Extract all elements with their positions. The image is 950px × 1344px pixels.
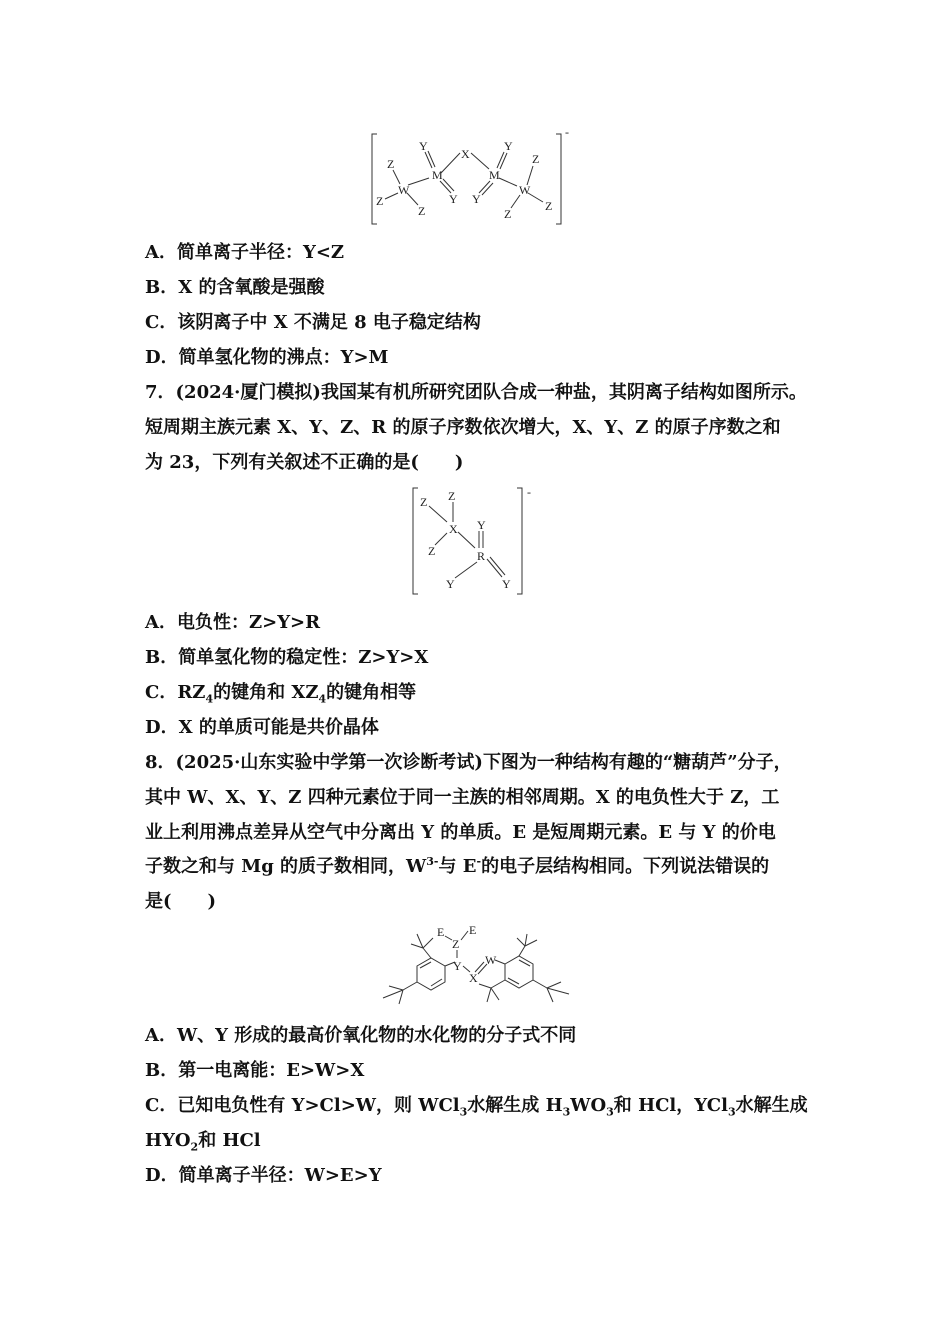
q6-option-d: D．简单氢化物的沸点：Y>M bbox=[145, 347, 389, 368]
atom-label: Z bbox=[504, 207, 512, 221]
atom-label: E bbox=[469, 923, 477, 937]
q7-option-d: D．X 的单质可能是共价晶体 bbox=[145, 717, 379, 738]
q8-stem-line-5: 是( ) bbox=[145, 891, 217, 912]
atom-label: R bbox=[477, 549, 486, 563]
right-bracket bbox=[556, 134, 561, 224]
atom-label: Z bbox=[376, 194, 384, 208]
q6-option-c: C．该阴离子中 X 不满足 8 电子稳定结构 bbox=[145, 312, 481, 333]
q8-option-b: B．第一电离能：E>W>X bbox=[145, 1060, 365, 1081]
q6-option-a: A．简单离子半径：Y<Z bbox=[145, 242, 345, 263]
atom-label: E bbox=[437, 925, 445, 939]
atom-label: Z bbox=[545, 199, 553, 213]
q8-stem-line-1: 8．(2025·山东实验中学第一次诊断考试)下图为一种结构有趣的“糖葫芦”分子， bbox=[145, 752, 792, 773]
charge-label: - bbox=[565, 128, 569, 139]
q8-molecule-figure bbox=[375, 920, 580, 1012]
q6-structure-figure bbox=[365, 128, 580, 230]
q7-structure-figure bbox=[405, 482, 545, 600]
atom-label: Y bbox=[504, 139, 513, 153]
q8-option-c-line-1: C．已知电负性有 Y>Cl>W，则 WCl$_3$水解生成 $H_3WO_3$和 HCl，YCl$_3$水解生成 bbox=[145, 1095, 808, 1119]
atom-label: Z bbox=[448, 489, 456, 503]
q7-stem-line-1: 7．(2024·厦门模拟)我国某有机所研究团队合成一种盐，其阴离子结构如图所示。 bbox=[145, 382, 807, 403]
atom-label: Y bbox=[419, 139, 428, 153]
atom-label: Z bbox=[387, 157, 395, 171]
atom-label: Z bbox=[452, 937, 460, 951]
q8-option-c-line-2: $HYO_2$和 HCl bbox=[145, 1130, 261, 1154]
q8-stem-line-3: 业上利用沸点差异从空气中分离出 Y 的单质。E 是短周期元素。E 与 Y 的价电 bbox=[145, 822, 776, 843]
q7-stem-line-2: 短周期主族元素 X、Y、Z、R 的原子序数依次增大，X、Y、Z 的原子序数之和 bbox=[145, 417, 781, 438]
atom-label: M bbox=[489, 168, 500, 182]
atom-label: Z bbox=[428, 544, 436, 558]
atom-label: Y bbox=[446, 577, 455, 591]
q7-option-a: A．电负性：Z>Y>R bbox=[145, 612, 321, 633]
atom-label: Y bbox=[477, 518, 486, 532]
atom-label: X bbox=[461, 147, 470, 161]
q8-stem-line-4: 子数之和与 Mg 的质子数相同，$W^{3-}$与 E-的电子层结构相同。下列说法错误的 bbox=[145, 855, 770, 877]
q8-stem-line-2: 其中 W、X、Y、Z 四种元素位于同一主族的相邻周期。X 的电负性大于 Z，工 bbox=[145, 787, 780, 808]
atom-label: W bbox=[485, 953, 497, 967]
atom-label: Y bbox=[472, 192, 481, 206]
atom-label: Y bbox=[449, 192, 458, 206]
atom-label: Y bbox=[453, 959, 462, 973]
q7-stem-line-3: 为 23，下列有关叙述不正确的是( ) bbox=[145, 452, 464, 473]
atom-label: Z bbox=[532, 152, 540, 166]
q7-option-b: B．简单氢化物的稳定性：Z>Y>X bbox=[145, 647, 429, 668]
atom-label: X bbox=[469, 971, 478, 985]
q6-option-b: B．X 的含氧酸是强酸 bbox=[145, 277, 325, 298]
q8-option-a: A．W、Y 形成的最高价氧化物的水化物的分子式不同 bbox=[145, 1025, 577, 1046]
q8-option-d: D．简单离子半径：W>E>Y bbox=[145, 1165, 382, 1186]
atom-label: Y bbox=[502, 577, 511, 591]
atom-label: M bbox=[432, 168, 443, 182]
q7-option-c: C．$RZ_4$的键角和 $XZ_4$的键角相等 bbox=[145, 682, 417, 706]
atom-label: Z bbox=[418, 204, 426, 218]
atom-label: W bbox=[398, 183, 410, 197]
atom-label: Z bbox=[420, 495, 428, 509]
charge-label: - bbox=[527, 485, 531, 499]
atom-label: W bbox=[519, 183, 531, 197]
atom-label: X bbox=[449, 522, 458, 536]
left-bracket bbox=[372, 134, 377, 224]
